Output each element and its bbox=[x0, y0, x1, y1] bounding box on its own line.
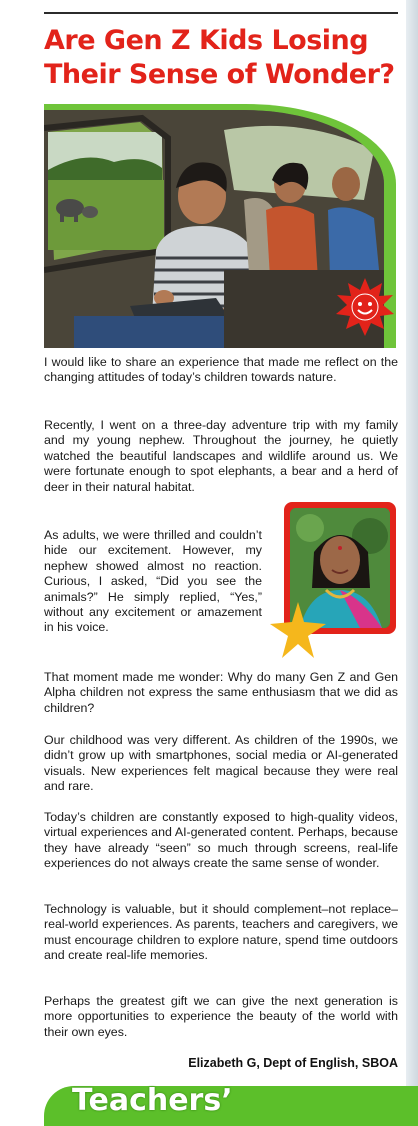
title-line-2: Their Sense of Wonder? bbox=[44, 59, 395, 90]
paragraph-3: As adults, we were thrilled and couldn’t hide our excitement. However, my nephew showed almost no reaction. Curious, I asked, “Did you see the animals?” He simply replied, “Yes,” without any excitement or amazement in his voice. bbox=[44, 528, 262, 635]
yellow-star-icon bbox=[270, 602, 326, 658]
smiling-sun-icon bbox=[336, 278, 394, 336]
title-line-1: Are Gen Z Kids Losing bbox=[44, 25, 369, 56]
article-photo bbox=[44, 104, 396, 350]
paragraph-7: Technology is valuable, but it should complement–not replace–real-world experiences. As parents, teachers and caregivers, we must encourage children to explore nature, spend time outdoors and create real-life memories. bbox=[44, 902, 398, 963]
paragraph-2: Recently, I went on a three-day adventure trip with my family and my young nephew. Throughout the journey, he quietly watched the beautiful landscapes and wildlife around us. We were fortunate enough to spot elephants, a bear and a herd of deer in their natural habitat. bbox=[44, 418, 398, 494]
paragraph-1: I would like to share an experience that made me reflect on the changing attitudes of today’s children towards nature. bbox=[44, 355, 398, 385]
paragraph-8: Perhaps the greatest gift we can give the next generation is more opportunities to experience the beauty of the world with their own eyes. bbox=[44, 994, 398, 1039]
next-section-title: Teachers’ bbox=[72, 1083, 233, 1118]
author-portrait bbox=[284, 502, 398, 636]
author-signature: Elizabeth G, Dept of English, SBOA bbox=[188, 1056, 398, 1070]
article-title bbox=[44, 24, 404, 92]
top-divider bbox=[44, 12, 398, 14]
paragraph-4: That moment made me wonder: Why do many Gen Z and Gen Alpha children not express the same enthusiasm that we did as children? bbox=[44, 670, 398, 715]
paragraph-6: Today’s children are constantly exposed to high-quality videos, virtual experiences and AI-generated content. Perhaps, because they have already “seen” so much through screens, real-life experiences do not always create the same sense of wonder. bbox=[44, 810, 398, 871]
car-scene-illustration bbox=[44, 110, 384, 348]
paragraph-5: Our childhood was very different. As children of the 1990s, we didn’t grow up with smartphones, social media or AI-generated visuals. New experiences felt magical because they were real and rare. bbox=[44, 733, 398, 794]
car-scene-image bbox=[44, 110, 384, 348]
page-edge bbox=[406, 0, 418, 1114]
